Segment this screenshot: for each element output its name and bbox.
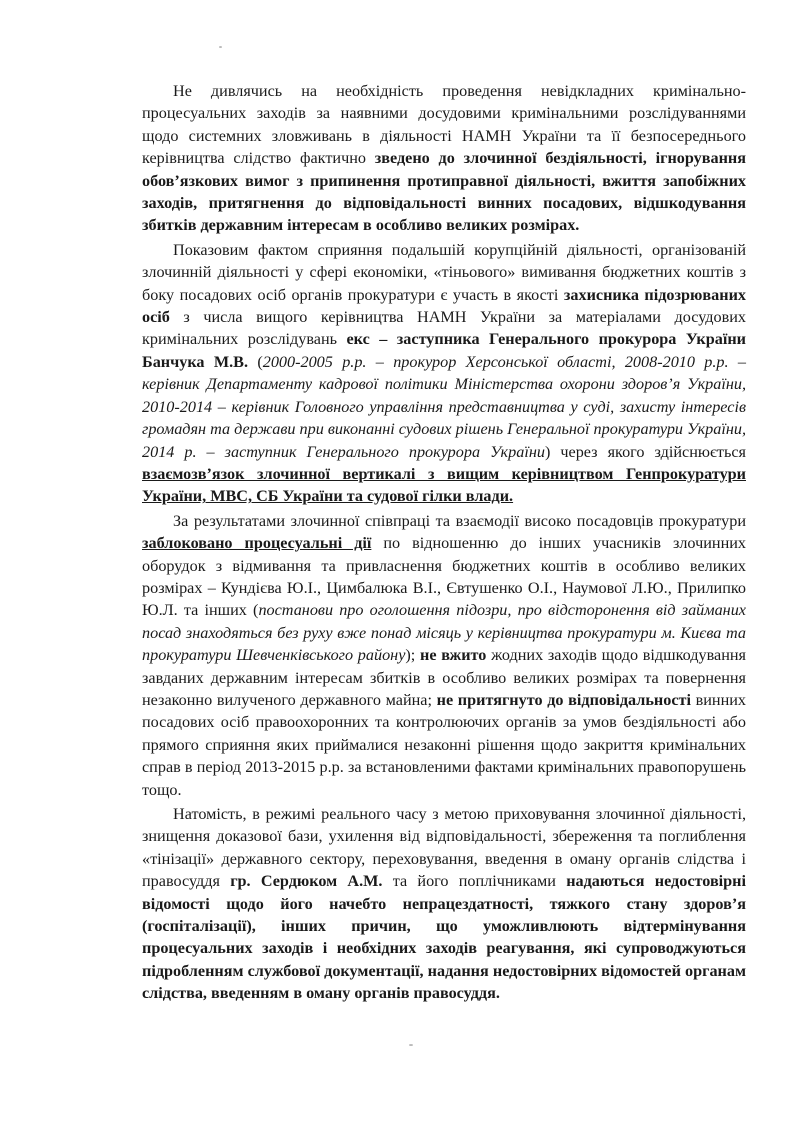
paragraph [142, 239, 746, 508]
text-run: ( [248, 352, 263, 371]
scan-speck [409, 1044, 413, 1046]
text-run: захисника підозрюваних осіб [142, 285, 746, 327]
document-body [142, 80, 746, 1007]
text-run: не притягнуто до відповідальності [436, 690, 691, 709]
text-run: ) через якого здійснюється [544, 442, 746, 461]
text-run: з числа вищого керівництва НАМН України за матеріалами досудових кримінальних розслідувань [142, 308, 746, 349]
text-run: За результатами злочинної співпраці та взаємодії високо посадовців прокуратури [173, 511, 746, 530]
text-run: гр. Сердюком А.М. [230, 872, 383, 891]
text-run: надаються недостовірні відомості щодо його начебто непрацездатності, тяжкого стану здоров’я (госпіталізації), інших причин, що уможливлюють відтермінування процесуальних заходів і необхідних заходів реагування, які супроводжуються підробленням службової документації, надання недостовірних відомостей органам слідства, введенням в оману органів правосуддя. [142, 872, 747, 1003]
text-run: 2000-2005 р.р. – прокурор Херсонської області, 2008-2010 р.р. – керівник Департаменту кадрової політики Міністерства охорони здоров’я України, 2010-2014 – керівник Головного управління представництва у суді, захисту інтересів громадян та держави при виконанні судових рішень Генеральної прокуратури України, 2014 р. – заступник Генерального прокурора України [142, 352, 746, 461]
scan-speck [219, 46, 222, 48]
paragraph [142, 80, 746, 237]
text-run: Натомість, в режимі реального часу з метою приховування злочинної діяльності, знищення доказової бази, ухилення від відповідальності, збереження та поглиблення «тінізації» державного сектору, переховування, введення в оману органів слідства і правосуддя [142, 805, 746, 891]
text-run: екс – заступника Генерального прокурора України Банчука М.В. [142, 330, 746, 371]
text-run: та його поплічниками [382, 872, 567, 891]
text-run: по відношенню до інших учасників злочинних оборудок з відмивання та привласнення бюджетних коштів в особливо великих розмірах – Кундієва Ю.І., Цимбалюка В.І., Євтушенко О.І., Наумової Л.Ю., Прилипко Ю.Л. та інших ( [142, 534, 746, 620]
text-run: постанови про оголошення підозри, про відсторонення від займаних посад знаходяться без руху вже понад місяць у керівництва прокуратури м. Києва та прокуратури Шевченківського району [142, 601, 746, 665]
text-run: Показовим фактом сприяння подальшій корупційній діяльності, організованій злочинній діяльності у сфері економіки, «тіньового» вимивання бюджетних коштів з боку посадових осіб органів прокуратури є участь в якості [142, 240, 746, 304]
text-run: взаємозв’язок злочинної вертикалі з вищим керівництвом Генпрокуратури України, МВС, СБ України та судової гілки влади. [142, 464, 746, 506]
text-run: заблоковано процесуальні дії [142, 534, 372, 553]
text-run: Не дивлячись на необхідність проведення невідкладних кримінально-процесуальних заходів за наявними досудовими кримінальними розслідуваннями щодо системних зловживань в діяльності НАМН України та її безпосереднього керівництва слідство фактично [142, 82, 746, 168]
text-run: ); [405, 646, 420, 665]
paragraph [142, 803, 746, 1005]
text-run: зведено до злочинної бездіяльності, ігнорування обов’язкових вимог з припинення протиправної діяльності, вжиття запобіжних заходів, притягнення до відповідальності винних посадових, відшкодування збитків державним інтересам в особливо великих розмірах. [142, 149, 746, 235]
text-run: жодних заходів щодо відшкодування завданих державним інтересам збитків в особливо великих розмірах та повернення незаконно вилученого державного майна; [142, 646, 746, 709]
text-run: винних посадових осіб правоохоронних та контролюючих органів за умов бездіяльності або прямого сприяння яких приймалися незаконні рішення щодо закриття кримінальних справ в період 2013-2015 р.р. за встановленими фактами кримінальних правопорушень тощо. [142, 690, 747, 799]
paragraph [142, 510, 746, 801]
text-run: не вжито [420, 646, 487, 665]
